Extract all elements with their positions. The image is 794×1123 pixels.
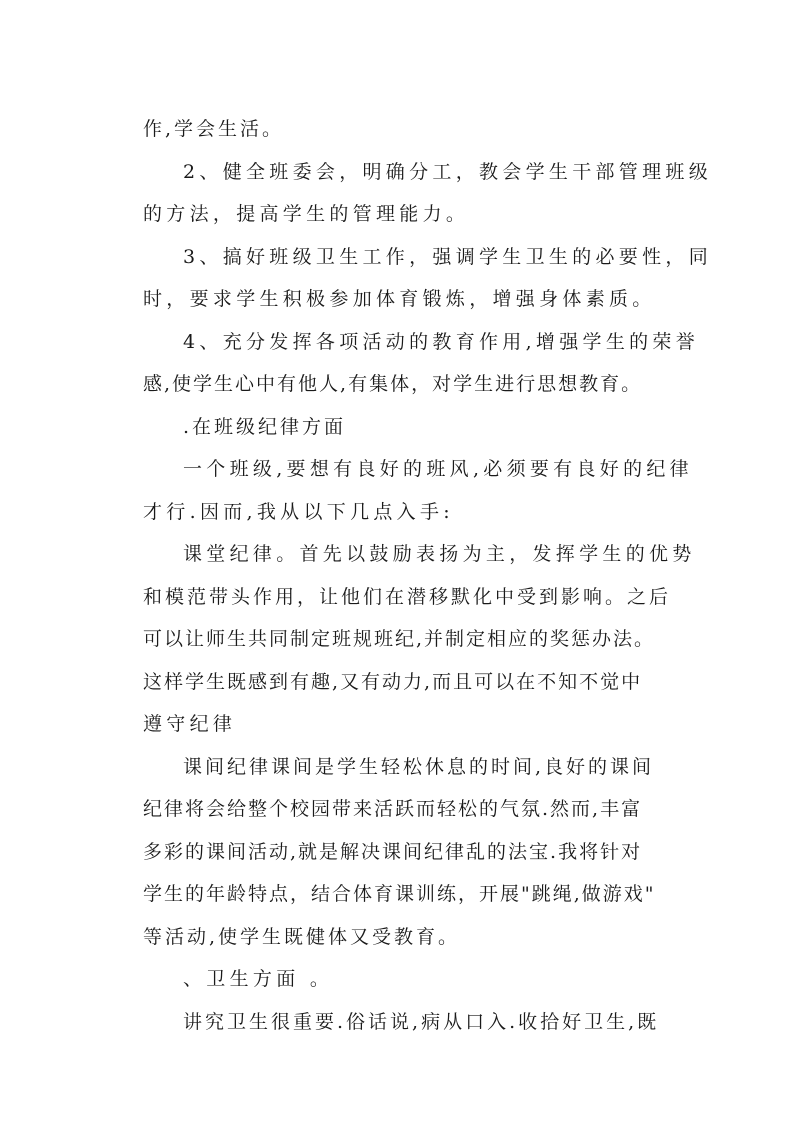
text-line: 纪律将会给整个校园带来活跃而轻松的气氛.然而,丰富	[143, 798, 643, 820]
text-line: 讲究卫生很重要.俗话说,病从口入.收拾好卫生,既	[183, 1010, 660, 1033]
text-line: 一个班级,要想有良好的班风,必须要有良好的纪律	[183, 458, 693, 480]
document-body	[143, 108, 712, 1043]
text-line: 和模范带头作用，让他们在潜移默化中受到影响。之后	[143, 585, 672, 608]
text-line: 遵守纪律	[143, 713, 237, 735]
text-line: 才行.因而,我从以下几点入手:	[143, 500, 454, 523]
text-line: 时，要求学生积极参加体育锻炼，增强身体素质。	[143, 288, 656, 310]
text-line: 感,使学生心中有他人,有集体，对学生进行思想教育。	[143, 373, 643, 395]
text-line: 2、健全班委会，明确分工，教会学生干部管理班级	[183, 160, 712, 183]
text-line: 3、搞好班级卫生工作，强调学生卫生的必要性，同	[183, 245, 712, 268]
text-line: 课间纪律课间是学生轻松休息的时间,良好的课间	[183, 755, 655, 778]
text-line: 课堂纪律。首先以鼓励表扬为主，发挥学生的优势	[183, 543, 696, 565]
text-line: 可以让师生共同制定班规班纪,并制定相应的奖惩办法。	[143, 628, 656, 650]
text-line: 的方法，提高学生的管理能力。	[143, 203, 470, 225]
text-line: 作,学会生活。	[143, 118, 285, 140]
text-line: 4、充分发挥各项活动的教育作用,增强学生的荣誉	[183, 330, 700, 353]
text-line: 多彩的课间活动,就是解决课间纪律乱的法宝.我将针对	[143, 840, 643, 863]
text-line: 学生的年龄特点，结合体育课训练，开展"跳绳,做游戏"	[143, 883, 656, 905]
text-line: 等活动,使学生既健体又受教育。	[143, 925, 461, 948]
text-line: 这样学生既感到有趣,又有动力,而且可以在不知不觉中	[143, 670, 643, 693]
section-heading: 、卫生方面 。	[183, 968, 334, 990]
section-heading: .在班级纪律方面	[183, 415, 347, 438]
